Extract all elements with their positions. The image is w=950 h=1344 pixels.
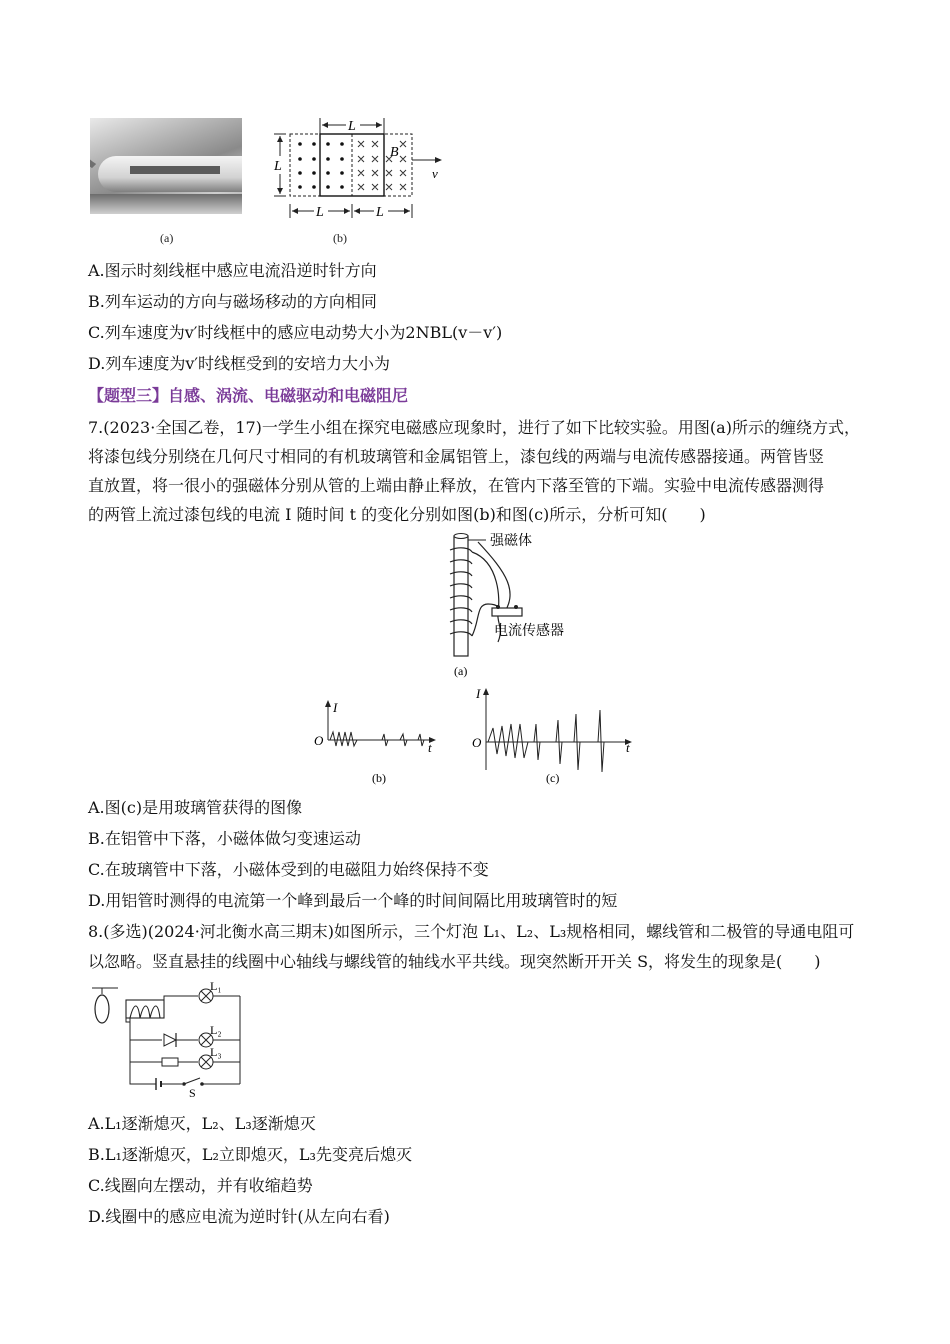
- field-B-label: B: [390, 145, 399, 160]
- q7-stem-line-4: 的两管上流过漆包线的电流 I 随时间 t 的变化分别如图(b)和图(c)所示，分析可知( ): [88, 505, 706, 524]
- q6-option-b: B.列车运动的方向与磁场移动的方向相同: [88, 292, 377, 311]
- q8-option-d: D.线圈中的感应电流为逆时针(从左向右看): [88, 1207, 390, 1226]
- magnet-label: 强磁体: [490, 534, 532, 549]
- q8-option-b: B.L₁逐渐熄灭，L₂立即熄灭，L₃先变亮后熄灭: [88, 1145, 412, 1164]
- fig6-caption-b: (b): [333, 231, 347, 245]
- q8-option-c: C.线圈向左摆动，并有收缩趋势: [88, 1176, 313, 1195]
- switch-S-label: S: [189, 1086, 196, 1098]
- q7-stem-line-1: 7.(2023·全国乙卷，17)一学生小组在探究电磁感应现象时，进行了如下比较实验。用图(a)所示的缠绕方式，: [88, 418, 860, 437]
- svg-text:O: O: [472, 735, 482, 750]
- maglev-train-photo: [90, 118, 242, 214]
- current-graph-c: [468, 684, 642, 790]
- current-graph-b: [312, 694, 446, 790]
- svg-text:t: t: [626, 740, 630, 755]
- q8-stem-line-2: 以忽略。竖直悬挂的线圈中心轴线与螺线管的轴线水平共线。现突然断开开关 S，将发生的现象是( ): [88, 952, 821, 971]
- q7-option-d: D.用铝管时测得的电流第一个峰到最后一个峰的时间间隔比用玻璃管时的短: [88, 891, 618, 910]
- q6-option-a: A.图示时刻线框中感应电流沿逆时针方向: [88, 261, 377, 280]
- lamp-L2-label: L₂: [210, 1023, 222, 1037]
- q7-stem-line-3: 直放置，将一很小的强磁体分别从管的上端由静止释放，在管内下落至管的下端。实验中电流传感器测得: [88, 476, 825, 495]
- fig7-caption-c: (c): [546, 771, 560, 785]
- velocity-v-label: v: [432, 166, 438, 181]
- svg-text:I: I: [333, 700, 338, 715]
- q7-option-b: B.在铝管中下落，小磁体做匀变速运动: [88, 829, 361, 848]
- sensor-label: 电流传感器: [494, 624, 564, 639]
- q7-stem-line-2: 将漆包线分别绕在几何尺寸相同的有机玻璃管和金属铝管上，漆包线的两端与电流传感器接通。两管皆竖: [88, 447, 825, 466]
- q8-stem-line-1: 8.(多选)(2024·河北衡水高三期末)如图所示，三个灯泡 L₁、L₂、L₃规格相同，螺线管和二极管的导通电阻可: [88, 922, 855, 941]
- q6-option-d: D.列车速度为v′时线框受到的安培力大小为: [88, 354, 391, 373]
- fig7-caption-a: (a): [454, 664, 468, 678]
- hanging-coil: [95, 995, 109, 1023]
- svg-text:t: t: [428, 740, 432, 755]
- dim-L-bottom-2: L: [376, 205, 384, 220]
- circuit-diagram: [86, 978, 256, 1098]
- lamp-L1-label: L₁: [210, 979, 222, 993]
- q7-option-c: C.在玻璃管中下落，小磁体受到的电磁阻力始终保持不变: [88, 860, 489, 879]
- q6-option-c: C.列车速度为v′时线框中的感应电动势大小为2NBL(v－v′): [88, 323, 503, 342]
- tube-coil-figure: [440, 532, 590, 680]
- magnetic-field-diagram: [268, 112, 448, 224]
- dim-L-bottom-1: L: [316, 205, 324, 220]
- fig7-caption-b: (b): [372, 771, 386, 785]
- dim-L-left: L: [274, 159, 282, 174]
- fig6-caption-a: (a): [160, 231, 174, 245]
- lamp-L3-label: L₃: [210, 1045, 222, 1059]
- dim-L-top: L: [348, 119, 356, 134]
- svg-text:I: I: [476, 686, 481, 701]
- q8-option-a: A.L₁逐渐熄灭，L₂、L₃逐渐熄灭: [88, 1114, 316, 1133]
- q7-option-a: A.图(c)是用玻璃管获得的图像: [88, 798, 303, 817]
- section-heading: 【题型三】自感、涡流、电磁驱动和电磁阻尼: [88, 386, 409, 405]
- svg-text:O: O: [314, 733, 324, 748]
